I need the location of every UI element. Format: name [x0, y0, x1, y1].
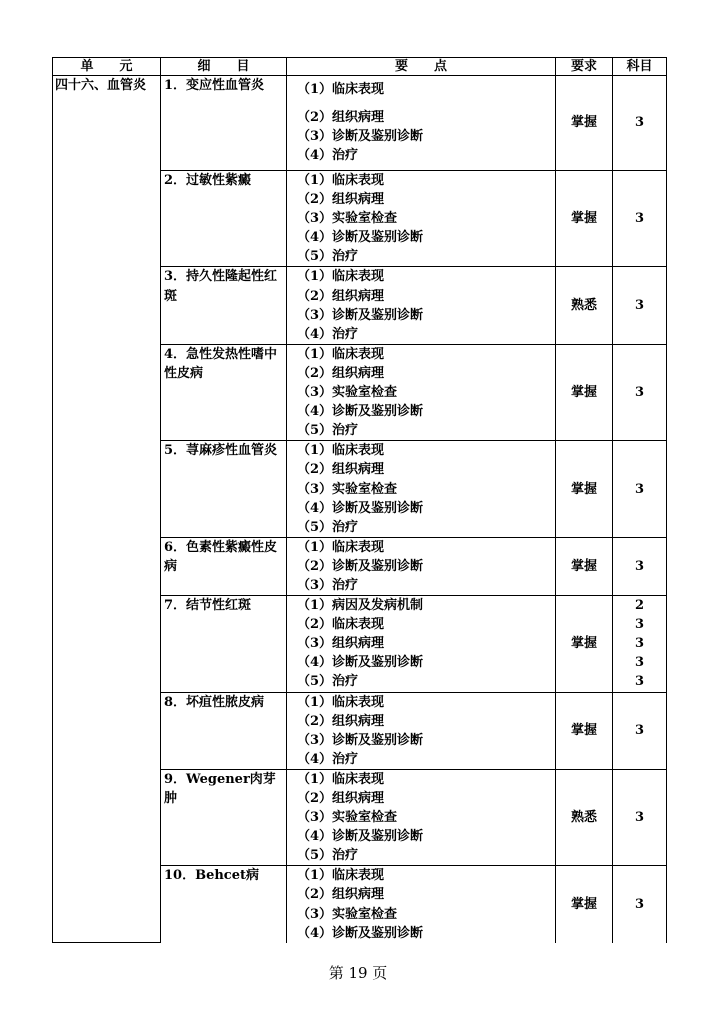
item-cell: 5．荨麻疹性血管炎	[161, 441, 287, 537]
subject-value: 2	[634, 598, 645, 614]
header-item: 细 目	[161, 58, 287, 76]
point-line: （2）组织病理	[297, 192, 385, 208]
item-cell: 4．急性发热性嗜中性皮病	[161, 344, 287, 440]
item-cell: 9．Wegener肉芽肿	[161, 769, 287, 865]
header-unit: 单 元	[53, 58, 161, 76]
requirement-cell: 掌握	[556, 344, 613, 440]
points-cell	[287, 596, 556, 692]
point-line: （3）实验室检查	[297, 385, 398, 401]
subject-cell: 3	[613, 441, 667, 537]
header-points: 要 点	[287, 58, 556, 76]
subject-cell	[613, 596, 667, 692]
point-line: （2）诊断及鉴别诊断	[297, 558, 424, 574]
requirement-cell: 掌握	[556, 866, 613, 943]
point-line: （1）临床表现	[297, 346, 385, 362]
point-line: （3）诊断及鉴别诊断	[297, 129, 424, 145]
point-line: （4）诊断及鉴别诊断	[297, 500, 424, 516]
subject-cell: 3	[613, 171, 667, 267]
requirement-cell: 掌握	[556, 537, 613, 595]
unit-cell	[53, 76, 161, 943]
item-cell: 10．Behcet病	[161, 866, 287, 943]
requirement-cell: 掌握	[556, 692, 613, 769]
subject-value: 3	[634, 636, 645, 652]
item-cell: 2．过敏性紫癜	[161, 171, 287, 267]
subject-cell: 3	[613, 769, 667, 865]
header-subject: 科目	[613, 58, 667, 76]
item-cell: 6．色素性紫癜性皮病	[161, 537, 287, 595]
requirement-cell: 掌握	[556, 76, 613, 171]
point-line: （3）诊断及鉴别诊断	[297, 307, 424, 323]
syllabus-table	[52, 57, 667, 943]
item-cell: 8．坏疽性脓皮病	[161, 692, 287, 769]
points-cell	[287, 171, 556, 267]
point-line: （1）临床表现	[297, 539, 385, 555]
subject-value: 3	[634, 655, 645, 671]
point-line: （1）临床表现	[297, 173, 385, 188]
table-row	[53, 76, 667, 171]
point-line: （2）组织病理	[297, 288, 385, 304]
requirement-cell: 熟悉	[556, 769, 613, 865]
subject-cell: 3	[613, 692, 667, 769]
subject-cell: 3	[613, 267, 667, 344]
point-line: （1）临床表现	[297, 82, 385, 97]
points-cell	[287, 267, 556, 344]
subject-cell: 3	[613, 344, 667, 440]
points-cell	[287, 344, 556, 440]
point-line: （4）治疗	[297, 751, 359, 767]
point-line: （1）临床表现	[297, 443, 385, 459]
point-line: （5）治疗	[297, 519, 359, 535]
item-cell: 1．变应性血管炎	[161, 76, 287, 171]
point-line: （3）实验室检查	[297, 211, 398, 227]
requirement-cell: 熟悉	[556, 267, 613, 344]
subject-value: 3	[634, 617, 645, 633]
item-cell: 7．结节性红斑	[161, 596, 287, 692]
point-line: （4）诊断及鉴别诊断	[297, 655, 424, 671]
header-requirement: 要求	[556, 58, 613, 76]
requirement-cell: 掌握	[556, 441, 613, 537]
point-line: （1）病因及发病机制	[297, 598, 424, 614]
page-number: 第 19 页	[328, 964, 388, 982]
point-line: （3）实验室检查	[297, 906, 398, 922]
point-line: （1）临床表现	[297, 694, 385, 710]
points-cell	[287, 76, 556, 171]
table-body	[53, 76, 667, 943]
point-line: （2）组织病理	[297, 887, 385, 903]
points-cell	[287, 769, 556, 865]
points-cell	[287, 692, 556, 769]
item-cell: 3．持久性隆起性红斑	[161, 267, 287, 344]
unit-name: 四十六、血管炎	[55, 78, 147, 93]
requirement-cell: 掌握	[556, 596, 613, 692]
point-line: （5）治疗	[297, 423, 359, 439]
point-line: （5）治疗	[297, 848, 359, 864]
subject-value: 3	[634, 674, 645, 690]
point-line: （3）实验室检查	[297, 481, 398, 497]
subject-cell: 3	[613, 866, 667, 943]
point-line: （3）诊断及鉴别诊断	[297, 732, 424, 748]
points-cell	[287, 866, 556, 943]
point-line: （3）治疗	[297, 577, 359, 593]
subject-cell: 3	[613, 537, 667, 595]
point-line: （2）临床表现	[297, 617, 385, 633]
points-cell	[287, 537, 556, 595]
point-line: （4）治疗	[297, 326, 359, 342]
point-line: （4）治疗	[297, 148, 359, 164]
point-line: （2）组织病理	[297, 110, 385, 126]
point-line: （4）诊断及鉴别诊断	[297, 404, 424, 420]
subject-cell: 3	[613, 76, 667, 171]
point-line: （4）诊断及鉴别诊断	[297, 829, 424, 845]
requirement-cell: 掌握	[556, 171, 613, 267]
point-line: （3）组织病理	[297, 636, 385, 652]
point-line: （3）实验室检查	[297, 810, 398, 826]
point-line: （1）临床表现	[297, 269, 385, 285]
table-header-row	[53, 58, 667, 76]
point-line: （4）诊断及鉴别诊断	[297, 230, 424, 246]
points-cell	[287, 441, 556, 537]
point-line: （1）临床表现	[297, 868, 385, 884]
point-line: （2）组织病理	[297, 462, 385, 478]
point-line: （2）组织病理	[297, 713, 385, 729]
point-line: （4）诊断及鉴别诊断	[297, 925, 424, 941]
point-line: （5）治疗	[297, 674, 359, 690]
point-line: （5）治疗	[297, 249, 359, 265]
point-line: （2）组织病理	[297, 791, 385, 806]
point-line: （2）组织病理	[297, 365, 385, 381]
point-line: （1）临床表现	[297, 771, 385, 787]
